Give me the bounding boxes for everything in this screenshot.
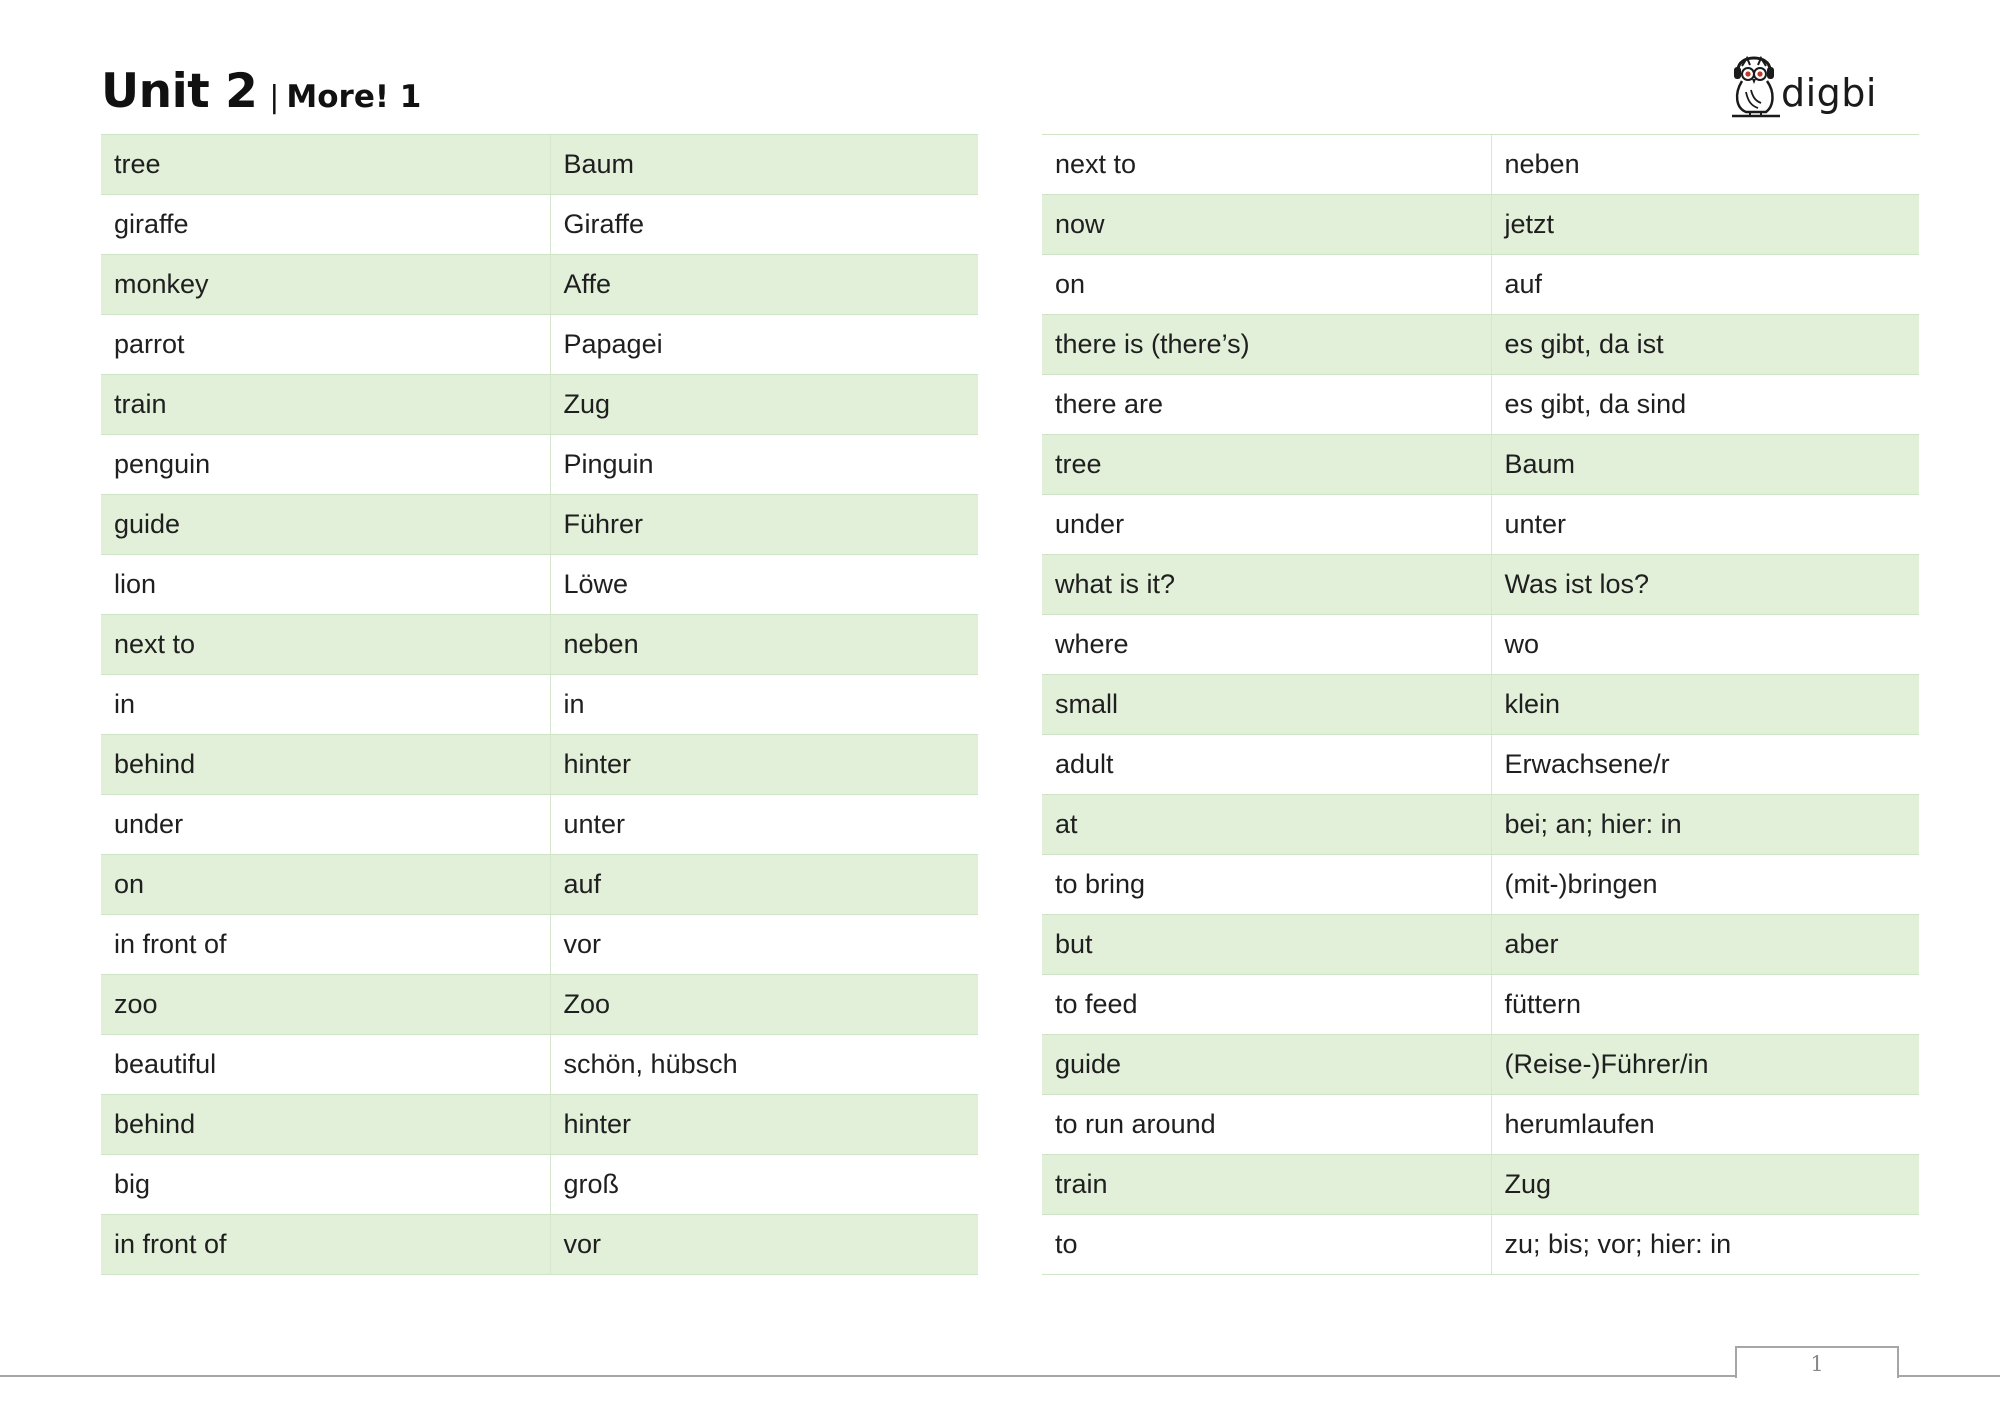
german-word: jetzt bbox=[1491, 195, 1919, 255]
german-word: bei; an; hier: in bbox=[1491, 795, 1919, 855]
table-row bbox=[101, 255, 978, 315]
german-word: klein bbox=[1491, 675, 1919, 735]
german-word: Pinguin bbox=[550, 435, 978, 495]
german-word: in bbox=[550, 675, 978, 735]
vocab-table-right bbox=[1042, 134, 1919, 1275]
german-word: aber bbox=[1491, 915, 1919, 975]
table-row bbox=[101, 795, 978, 855]
table-row bbox=[101, 315, 978, 375]
german-word: zu; bis; vor; hier: in bbox=[1491, 1215, 1919, 1275]
german-word: hinter bbox=[550, 1095, 978, 1155]
english-word: under bbox=[101, 795, 550, 855]
english-word: small bbox=[1042, 675, 1491, 735]
table-row bbox=[101, 375, 978, 435]
table-row bbox=[101, 675, 978, 735]
german-word: Führer bbox=[550, 495, 978, 555]
english-word: under bbox=[1042, 495, 1491, 555]
english-word: big bbox=[101, 1155, 550, 1215]
german-word: unter bbox=[1491, 495, 1919, 555]
english-word: now bbox=[1042, 195, 1491, 255]
table-row bbox=[1042, 495, 1919, 555]
english-word: guide bbox=[101, 495, 550, 555]
unit-title: Unit 2 bbox=[101, 64, 258, 119]
table-row bbox=[101, 1095, 978, 1155]
german-word: Affe bbox=[550, 255, 978, 315]
german-word: auf bbox=[1491, 255, 1919, 315]
english-word: guide bbox=[1042, 1035, 1491, 1095]
german-word: wo bbox=[1491, 615, 1919, 675]
table-row bbox=[101, 435, 978, 495]
english-word: to run around bbox=[1042, 1095, 1491, 1155]
table-row bbox=[1042, 255, 1919, 315]
german-word: Was ist los? bbox=[1491, 555, 1919, 615]
english-word: parrot bbox=[101, 315, 550, 375]
english-word: in front of bbox=[101, 915, 550, 975]
english-word: monkey bbox=[101, 255, 550, 315]
german-word: (mit-)bringen bbox=[1491, 855, 1919, 915]
german-word: neben bbox=[550, 615, 978, 675]
table-row bbox=[101, 735, 978, 795]
german-word: schön, hübsch bbox=[550, 1035, 978, 1095]
german-word: Erwachsene/r bbox=[1491, 735, 1919, 795]
english-word: there is (there’s) bbox=[1042, 315, 1491, 375]
page-title bbox=[101, 64, 422, 119]
table-row bbox=[1042, 855, 1919, 915]
table-row bbox=[101, 555, 978, 615]
table-row bbox=[101, 855, 978, 915]
owl-with-headphones-icon bbox=[1728, 46, 1784, 118]
english-word: to bring bbox=[1042, 855, 1491, 915]
english-word: but bbox=[1042, 915, 1491, 975]
german-word: füttern bbox=[1491, 975, 1919, 1035]
english-word: to feed bbox=[1042, 975, 1491, 1035]
english-word: penguin bbox=[101, 435, 550, 495]
german-word: Löwe bbox=[550, 555, 978, 615]
table-row bbox=[1042, 915, 1919, 975]
title-separator: | bbox=[269, 80, 280, 115]
english-word: where bbox=[1042, 615, 1491, 675]
english-word: tree bbox=[101, 135, 550, 195]
english-word: next to bbox=[1042, 135, 1491, 195]
english-word: tree bbox=[1042, 435, 1491, 495]
table-row bbox=[1042, 735, 1919, 795]
table-row bbox=[101, 495, 978, 555]
logo-wordmark: digbi bbox=[1781, 71, 1877, 115]
table-row bbox=[101, 975, 978, 1035]
german-word: Zug bbox=[550, 375, 978, 435]
english-word: lion bbox=[101, 555, 550, 615]
german-word: Zoo bbox=[550, 975, 978, 1035]
table-row bbox=[101, 615, 978, 675]
table-row bbox=[1042, 1095, 1919, 1155]
english-word: beautiful bbox=[101, 1035, 550, 1095]
table-row bbox=[1042, 555, 1919, 615]
english-word: there are bbox=[1042, 375, 1491, 435]
english-word: adult bbox=[1042, 735, 1491, 795]
table-row bbox=[101, 915, 978, 975]
table-row bbox=[1042, 195, 1919, 255]
table-row bbox=[1042, 315, 1919, 375]
vocab-table-left bbox=[101, 134, 978, 1275]
english-word: to bbox=[1042, 1215, 1491, 1275]
table-row bbox=[1042, 375, 1919, 435]
table-row bbox=[1042, 135, 1919, 195]
book-title: More! 1 bbox=[286, 79, 422, 115]
english-word: at bbox=[1042, 795, 1491, 855]
german-word: unter bbox=[550, 795, 978, 855]
german-word: Zug bbox=[1491, 1155, 1919, 1215]
german-word: herumlaufen bbox=[1491, 1095, 1919, 1155]
table-row bbox=[101, 1155, 978, 1215]
english-word: giraffe bbox=[101, 195, 550, 255]
german-word: neben bbox=[1491, 135, 1919, 195]
english-word: on bbox=[101, 855, 550, 915]
footer-rule bbox=[0, 1375, 2000, 1377]
english-word: in bbox=[101, 675, 550, 735]
german-word: vor bbox=[550, 915, 978, 975]
english-word: train bbox=[1042, 1155, 1491, 1215]
page-number: 1 bbox=[1810, 1352, 1824, 1376]
table-row bbox=[1042, 1155, 1919, 1215]
english-word: what is it? bbox=[1042, 555, 1491, 615]
table-row bbox=[101, 1035, 978, 1095]
german-word: es gibt, da ist bbox=[1491, 315, 1919, 375]
english-word: train bbox=[101, 375, 550, 435]
german-word: es gibt, da sind bbox=[1491, 375, 1919, 435]
table-row bbox=[101, 195, 978, 255]
english-word: next to bbox=[101, 615, 550, 675]
german-word: hinter bbox=[550, 735, 978, 795]
table-row bbox=[1042, 1215, 1919, 1275]
german-word: Baum bbox=[1491, 435, 1919, 495]
german-word: Giraffe bbox=[550, 195, 978, 255]
english-word: behind bbox=[101, 1095, 550, 1155]
english-word: behind bbox=[101, 735, 550, 795]
table-row bbox=[101, 1215, 978, 1275]
german-word: auf bbox=[550, 855, 978, 915]
english-word: zoo bbox=[101, 975, 550, 1035]
english-word: in front of bbox=[101, 1215, 550, 1275]
table-row bbox=[1042, 615, 1919, 675]
table-row bbox=[1042, 435, 1919, 495]
german-word: Baum bbox=[550, 135, 978, 195]
table-row bbox=[1042, 1035, 1919, 1095]
german-word: groß bbox=[550, 1155, 978, 1215]
english-word: on bbox=[1042, 255, 1491, 315]
table-row bbox=[1042, 675, 1919, 735]
table-row bbox=[101, 135, 978, 195]
table-row bbox=[1042, 795, 1919, 855]
digbi-logo bbox=[1728, 46, 1880, 122]
german-word: Papagei bbox=[550, 315, 978, 375]
german-word: (Reise-)Führer/in bbox=[1491, 1035, 1919, 1095]
table-row bbox=[1042, 975, 1919, 1035]
german-word: vor bbox=[550, 1215, 978, 1275]
